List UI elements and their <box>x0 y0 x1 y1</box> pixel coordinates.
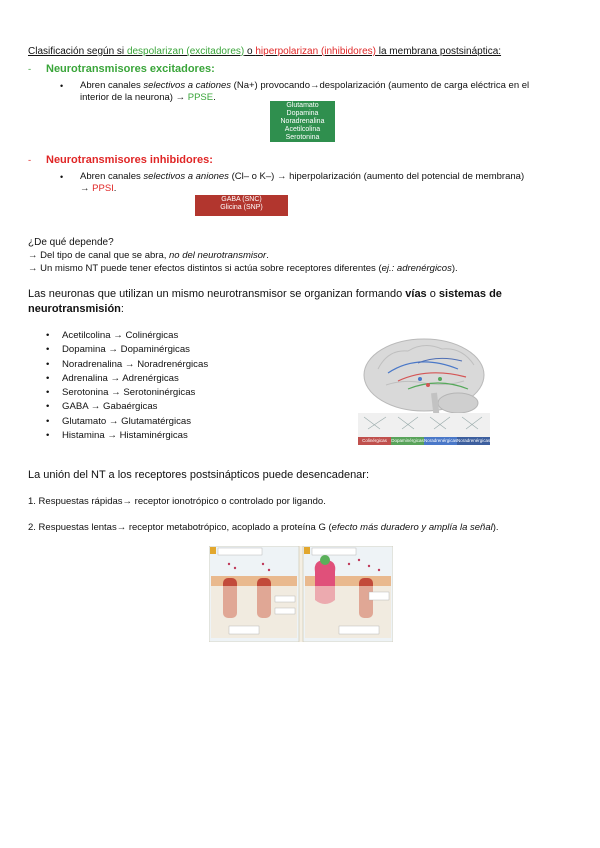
ppse-label: PPSE <box>187 92 214 103</box>
text: 2. Respuestas lentas→ receptor metabotrópico, acoplado a proteína G ( <box>28 522 332 533</box>
excitatory-dash: - <box>28 64 32 75</box>
text: Abren canales <box>80 80 144 91</box>
legend-item: Dopaminérgicas <box>391 438 424 443</box>
bullet: • <box>60 172 64 182</box>
text: . <box>266 250 269 261</box>
neurotransmission-systems-list <box>46 329 208 443</box>
emphasis: no del neurotransmisor <box>169 250 267 261</box>
brain-illustration <box>358 333 490 445</box>
receptor-mechanisms-figure <box>209 546 393 642</box>
text: . <box>213 92 216 103</box>
title-depolarize: despolarizan (excitadores) <box>126 46 245 57</box>
list-item: • GABA → Gabaérgicas <box>46 400 208 414</box>
nt-name: Dopamina <box>286 110 319 117</box>
title-prefix: Clasificación según si <box>28 46 127 57</box>
excitatory-heading <box>28 63 215 75</box>
nt-name: GABA (SNC) <box>221 196 262 203</box>
inhibitory-title: Neurotransmisores inhibidores: <box>46 154 213 166</box>
text: Abren canales <box>80 171 144 182</box>
title-hyperpolarize: hiperpolarizan (inhibidores) <box>255 46 376 57</box>
nt-name: Glutamato <box>286 102 319 109</box>
receptor-illustration <box>209 546 393 642</box>
bold-text: vías <box>405 288 427 300</box>
text: → Del tipo de canal que se abra, <box>28 250 170 261</box>
text: . <box>113 183 117 194</box>
text: o <box>426 288 439 300</box>
nt-name: Glicina (SNP) <box>220 204 263 211</box>
bold-text: sistemas de <box>438 288 502 300</box>
depends-block <box>28 236 458 275</box>
title-mid: o <box>244 46 256 57</box>
text: Las neuronas que utilizan un mismo neurotransmisor se organizan formando <box>28 288 406 300</box>
list-item: • Glutamato → Glutamatérgicas <box>46 415 208 429</box>
text: → <box>80 183 93 194</box>
legend-item: Noradrenérgicas <box>457 438 490 443</box>
emphasis: ej.: adrenérgicos <box>381 263 452 274</box>
excitatory-title: Neurotransmisores excitadores: <box>46 63 215 75</box>
list-item: • Noradrenalina → Noradrenérgicas <box>46 358 208 372</box>
inhibitory-heading <box>28 154 213 166</box>
fast-response: 1. Respuestas rápidas→ receptor ionotrópico o controlado por ligando. <box>28 496 326 507</box>
bullet: • <box>60 81 64 91</box>
text: : <box>120 303 124 315</box>
brain-pathways-figure <box>358 333 490 445</box>
list-item: • Dopamina → Dopaminérgicas <box>46 343 208 357</box>
text: interior de la neurona) → <box>80 92 188 103</box>
title-suffix: la membrana postsináptica: <box>375 46 502 57</box>
emphasis: efecto más duradero y amplía la señal <box>331 522 493 533</box>
inhibitory-nt-box <box>195 195 288 216</box>
receptors-intro: La unión del NT a los receptores postsinápticos puede desencadenar: <box>28 469 370 481</box>
text: ). <box>451 263 458 274</box>
inhibitory-dash: - <box>28 155 32 166</box>
text: (Cl– o K–) → hiperpolarización (aumento del potencial de membrana) <box>228 171 525 182</box>
systems-paragraph <box>28 287 573 317</box>
list-item: • Acetilcolina → Colinérgicas <box>46 329 208 343</box>
legend-item: Noradrenérgicas <box>424 438 457 443</box>
text: ). <box>492 522 499 533</box>
list-item: • Adrenalina → Adrenérgicas <box>46 372 208 386</box>
excitatory-nt-box <box>270 101 335 142</box>
nt-name: Acetilcolina <box>284 126 321 133</box>
nt-name: Serotonina <box>285 134 320 141</box>
list-item: • Serotonina → Serotoninérgicas <box>46 386 208 400</box>
inhibitory-description <box>60 171 590 195</box>
list-item: • Histamina → Histaminérgicas <box>46 429 208 443</box>
brain-legend <box>358 437 490 445</box>
emphasis: selectivos a aniones <box>143 171 229 182</box>
emphasis: selectivos a cationes <box>143 80 232 91</box>
text: → Un mismo NT puede tener efectos distintos si actúa sobre receptores diferentes ( <box>28 263 382 274</box>
depends-question: ¿De qué depende? <box>28 237 114 248</box>
legend-item: Colinérgicas <box>358 437 391 445</box>
bold-text: neurotransmisión <box>28 303 121 315</box>
section-title <box>28 46 501 57</box>
ppsi-label: PPSI <box>92 183 114 194</box>
text: (Na+) provocando→despolarización (aumento de carga eléctrica en el <box>231 80 530 91</box>
nt-name: Noradrenalina <box>280 118 325 125</box>
slow-response <box>28 522 499 533</box>
